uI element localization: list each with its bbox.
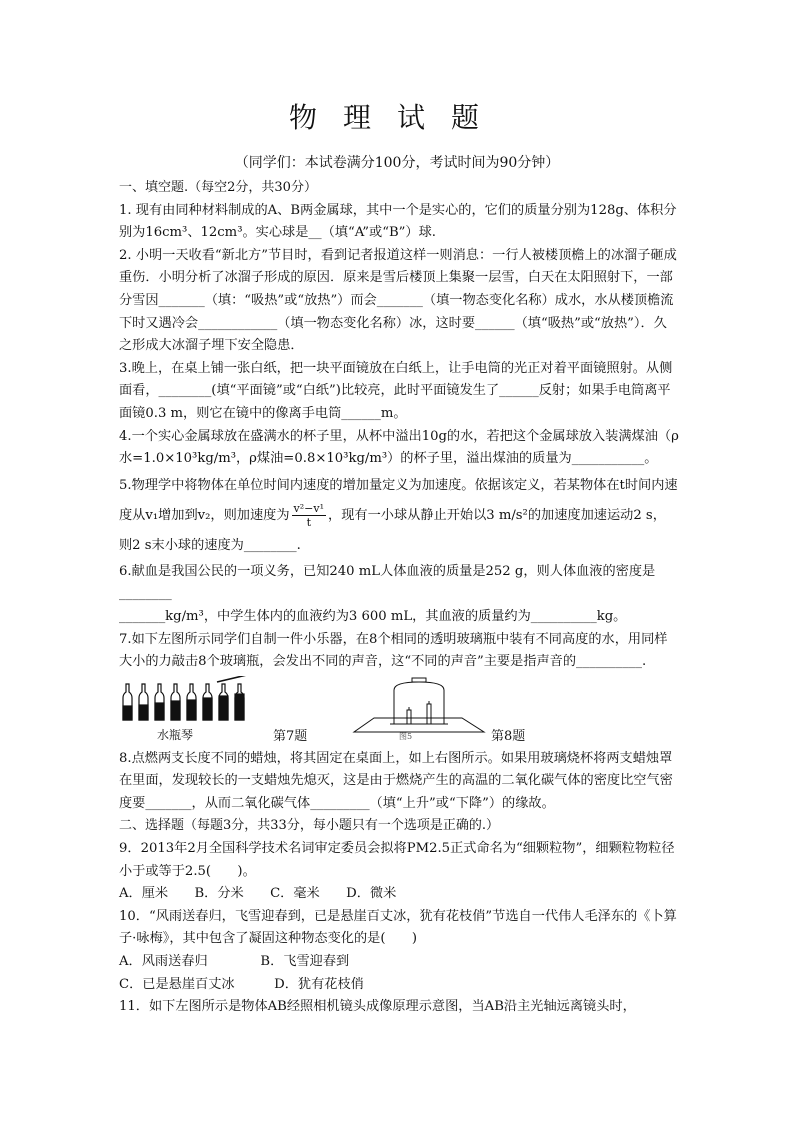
figure-7-label: 水瓶琴 — [157, 727, 194, 742]
candle-beaker-figure — [334, 676, 494, 738]
figure-8-caption: 第8题 — [491, 728, 526, 744]
section-heading-choice: 二、选择题（每题3分，共33分，每小题只有一个选项是正确的.） — [119, 818, 499, 834]
bottle-icon — [123, 684, 132, 720]
figure-5-label: 图5 — [399, 731, 413, 741]
fraction-numerator: v²−v¹ — [293, 501, 325, 515]
question-6-cont: _______kg/m³，中学生体内的血液约为3 600 mL，其血液的质量约为__________kg。 — [119, 608, 627, 624]
question-10-options-ab: A．风雨送春归 B．飞雪迎春到 — [119, 954, 350, 970]
exam-instructions: （同学们：本试卷满分100分，考试时间为90分钟） — [234, 155, 560, 171]
question-5-text-b: ，现有一小球从静止开始以3 m/s²的加速度加速运动2 s，则2 s末小球的速度为________. — [119, 507, 666, 553]
question-5-text-a: 5.物理学中将物体在单位时间内速度的增加量定义为加速度。依据该定义，若某物体在t时间内速度从v₁增加到v₂，则加速度为 — [119, 477, 678, 523]
question-9: 9．2013年2月全国科学技术名词审定委员会拟将PM2.5正式命名为“细颗粒物”，细颗粒物粒径小于或等于2.5( )。 — [119, 841, 675, 879]
fraction-denominator: t — [306, 515, 311, 529]
question-7: 7.如下左图所示同学们自制一件小乐器，在8个相同的透明玻璃瓶中装有不同高度的水，用同样大小的力敲击8个玻璃瓶，会发出不同的声音，这“不同的声音”主要是指声音的__________. — [119, 631, 668, 670]
question-11: 11．如下左图所示是物体AB经照相机镜头成像原理示意图，当AB沿主光轴远离镜头时， — [119, 999, 636, 1015]
question-10: 10．“风雨送春归，飞雪迎春到，已是悬崖百丈冰，犹有花枝俏”节选自一代伟人毛泽东的《卜算子·咏梅》，其中包含了凝固这种物态变化的是( ) — [119, 908, 677, 947]
exam-content — [119, 177, 679, 1019]
acceleration-fraction — [292, 502, 326, 529]
question-1: 1. 现有由同种材料制成的A、B两金属球，其中一个是实心的，它们的质量分别为128g、体积分别为16cm³、12cm³。实心球是__（填“A”或“B”）球. — [119, 202, 677, 241]
question-8: 8.点燃两支长度不同的蜡烛，将其固定在桌面上，如上右图所示。如果用玻璃烧杯将两支蜡烛罩在里面，发现较长的一支蜡烛先熄灭，这是由于燃烧产生的高温的二氧化碳气体的密度比空气密度要_______，从而二氧化碳气体_________（填“上升”或“下降”）的缘故。 — [119, 750, 673, 811]
section-heading-fill: 一、填空题.（每空2分，共30分） — [119, 180, 317, 195]
question-2: 2. 小明一天收看“新北方”节目时，看到记者报道这样一则消息：一行人被楼顶檐上的冰溜子砸成重伤．小明分析了冰溜子形成的原因．原来是雪后楼顶上集聚一层雪，白天在太阳照射下，一部分雪因_______（填：“吸热”或“放热”）而会_______（填一物态变化名称）成水，水从楼顶檐流下时又遇冷会____________（填一物态变化名称）冰，这时要______（填“吸热”或“放热”）．久之形成大冰溜子埋下安全隐患． — [119, 247, 677, 354]
figure-7-caption: 第7题 — [273, 728, 308, 744]
figure-row — [119, 676, 679, 748]
question-4: 4.一个实心金属球放在盛满水的杯子里，从杯中溢出10g的水，若把这个金属球放入装满煤油（ρ水=1.0×10³kg/m³，ρ煤油=0.8×10³kg/m³）的杯子里，溢出煤油的质量为___________。 — [119, 428, 679, 467]
page-title: 物理试题 — [288, 101, 505, 134]
question-5 — [119, 471, 679, 561]
question-3: 3.晚上，在桌上铺一张白纸，把一块平面镜放在白纸上，让手电筒的光正对着平面镜照射。从侧面看，________(填“平面镜”或“白纸”)比较亮，此时平面镜发生了______反射；如果手电筒离平面镜0.3 m，则它在镜中的像离手电筒______m。 — [119, 360, 673, 421]
question-9-options: A．厘米 B．分米 C．毫米 D．微米 — [119, 886, 397, 902]
question-10-options-cd: C．已是悬崖百丈冰 D．犹有花枝俏 — [119, 976, 364, 992]
question-6: 6.献血是我国公民的一项义务，已知240 mL人体血液的质量是252 g，则人体血液的密度是________ — [119, 563, 656, 602]
